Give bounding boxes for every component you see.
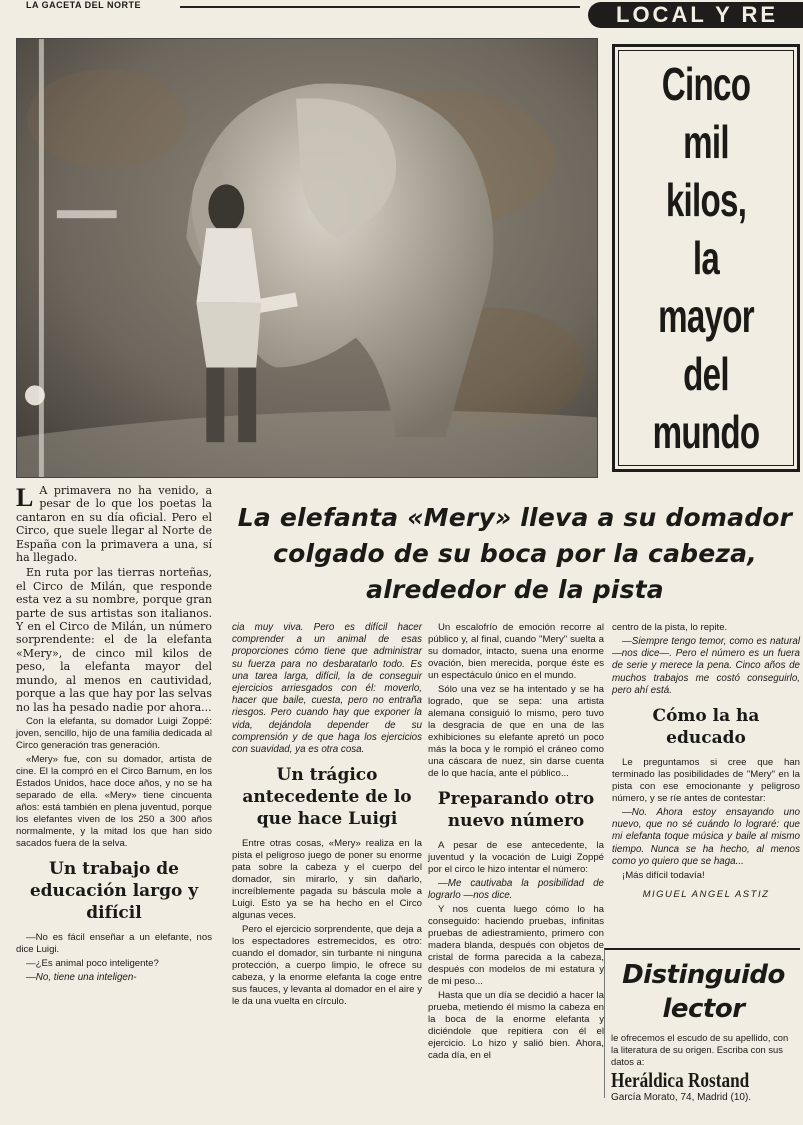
elephant-photo-illustration [17,39,597,477]
paragraph: cia muy viva. Pero es difícil hacer comprender a un animal de esas proporciones cómo tiene que administrar su fuerza para no desbaratarlo todo. Es una tarea larga, difícil, la de conseguir ejercicios arriesgados con él: moverlo, hacer que baile, cuesta, pero no entraña riesgos. Pero cuando hay que exponer la vida, dejándola depender de su comprensión y de que haga los ejercicios con suavidad, ya es otra cosa. [232,622,422,756]
paragraph: Con la elefanta, su domador Luigi Zoppé: joven, sencillo, hijo de una familia dedicada al Circo generación tras generación. [16,715,212,751]
paragraph: —Me cautivaba la posibilidad de lograrlo —nos dice. [428,878,604,902]
paragraph: Y nos cuenta luego cómo lo ha conseguido: haciendo pruebas, infinitas pruebas de adiestramiento, primero con madera blanda, después con objetos de cristal de forma parecida a la cabeza, después con modelos de mi estatura y de mi peso... [428,904,604,988]
paragraph: Pero el ejercicio sorprendente, que deja a los espectadores estremecidos, es otro: cuando el domador, sin turbante ni ninguna protección, a cuerpo limpio, le ofrece su cabeza, y la enorme elefanta la coge entre sus fauces, y levanta al domador en el aire y le da una vuelta en círculo. [232,924,422,1008]
column-2 [232,622,422,1010]
ad-title: Distinguido lector [622,960,785,1024]
column-1 [16,484,212,986]
drop-cap: L [16,483,34,512]
masthead-rule [180,6,580,8]
paragraph: «Mery» fue, con su domador, artista de cine. El la compró en el Circo Barnum, en los Estados Unidos, hace doce años, y no se ha separado de ella. «Mery» tiene cincuenta años: está también en plena juventud, porque los elefantes viven de los 250 a 300 años normalmente, y la mitad los que han sido sacados fuera de la selva. [16,753,212,849]
paragraph: Hasta que un día se decidió a hacer la prueba, metiendo él mismo la cabeza en la boca de la enorme elefanta y diciéndole que repitiera con él el ejercicio. Lo hizo y salió bien. Ahora, cada día, en el [428,990,604,1062]
headline-title: Cinco mil kilos, la mayor del mundo [652,58,760,458]
paragraph: centro de la pista, lo repite. [612,622,728,633]
paragraph: Entre otras cosas, «Mery» realiza en la pista el peligroso juego de poner su enorme pata sobre la cabeza y el cuerpo del domador, sin mirarlo, y sin dañarlo, increíblemente pagada su báscula mole a Luigi. Esto ya se ha hecho en el Circo algunas veces. [232,838,422,922]
paragraph: Un escalofrío de emoción recorre al público y, al final, cuando "Mery" suelta a su domador, intacto, suena una enorme ovación, bien merecida, porque éste es un espectáculo único en el mundo. [428,622,604,681]
paragraph: —No, tiene una inteligen- [26,971,137,983]
paragraph: Le preguntamos si cree que han terminado las posibilidades de "Mery" en la pista con ese emocionante y peligroso número, y se ríe antes de contestar: [612,757,800,805]
section-heading: Preparando otro nuevo número [437,789,595,831]
article-subhead: La elefanta «Mery» lleva a su domador colgado de su boca por la cabeza, alrededor de la pista [237,503,793,604]
headline-box [612,44,800,472]
paragraph: Sólo una vez se ha intentado y se ha logrado, que se sepa: una artista alemana consiguió lo mismo, pero tuvo la desgracia de que en una de las exhibiciones su elefante apretó un poco más la boca y le rompió el cráneo como una cáscara de nuez, sin darse cuenta de lo que hacía, ante el público... [428,684,604,779]
paragraph: En ruta por las tierras norteñas, el Circo de Milán, que responde esta vez a su nombre, porque gran parte de sus artistas son italianos. Y en el Circo de Milán, un número sorprendente: el de la elefanta «Mery», de cinco mil kilos de peso, la elefanta mayor del mundo, al menos en cautividad, porque a las que hay por las selvas no las ha pesado nadie por ahora... [16,566,212,714]
newspaper-name: LA GACETA DEL NORTE [26,0,141,10]
paragraph: —No es fácil enseñar a un elefante, nos dice Luigi. [16,931,212,955]
advertisement [604,948,800,1103]
paragraph: —Siempre tengo temor, como es natural —nos dice—. Pero el número es un fuera de serie y merece la pena. Cinco años de muchos trabajos me costó conseguirlo, pero ahí está. [612,636,800,696]
section-heading: Cómo la ha educado [652,706,760,749]
column-4 [612,622,800,901]
elephant-photo [16,38,598,478]
section-heading: Un trabajo de educación largo y difícil [29,858,199,923]
ad-brand: Heráldica Rostand [611,1068,750,1092]
column-3 [428,622,604,1064]
paragraph: L A primavera no ha venido, a pesar de lo que los poetas la cantaron en su día oficial. Pero el Circo, que suele llegar al Norte de España con la primavera a una, sí ha llegado. [16,483,212,565]
ad-body: le ofrecemos el escudo de su apellido, con la literatura de su origen. Escriba con sus datos a: [611,1032,789,1067]
paragraph: ¡Más difícil todavía! [622,870,705,882]
paragraph: —No. Ahora estoy ensayando uno nuevo, que no sé cuándo lo lograré: que mi elefanta toque música y baile al mismo tiempo. Nunca se ha hecho, al menos como yo quiero que se haga... [612,807,800,867]
section-banner: LOCAL Y RE [588,2,803,28]
ad-address: García Morato, 74, Madrid (10). [611,1092,752,1103]
section-heading: Un trágico antecedente de lo que hace Luigi [242,765,412,830]
author-byline: MIGUEL ANGEL ASTIZ [642,889,770,901]
paragraph: —¿Es animal poco inteligente? [26,957,159,969]
paragraph: A pesar de ese antecedente, la juventud y la vocación de Luigi Zoppé por el circo le hizo intentar el número: [428,840,604,875]
